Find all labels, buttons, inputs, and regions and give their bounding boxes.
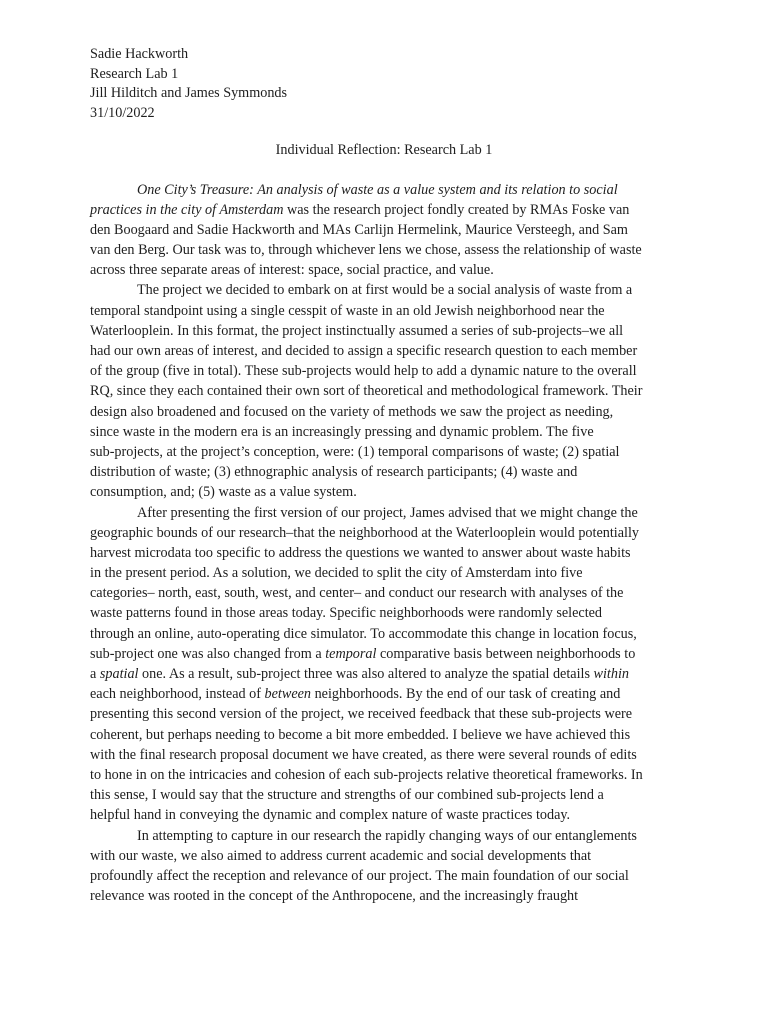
italic-text: temporal <box>325 645 377 662</box>
text-line <box>90 725 690 745</box>
text-line <box>90 180 690 200</box>
text-segment: geographic bounds of our research–that the neighborhood at the Waterlooplein would potentially <box>90 524 639 541</box>
text-segment: one. As a result, sub-project three was also altered to analyze the spatial details <box>138 666 594 682</box>
text-line <box>90 644 690 664</box>
text-segment: since waste in the modern era is an increasingly pressing and dynamic problem. The five <box>90 423 594 440</box>
text-line <box>90 684 690 704</box>
italic-text: practices in the city of Amsterdam <box>90 201 284 218</box>
text-segment: was the research project fondly created by RMAs Foske van <box>283 201 630 218</box>
text-line <box>90 200 690 220</box>
text-segment: design also broadened and focused on the variety of methods we saw the project as needing, <box>90 403 614 420</box>
text-segment: harvest microdata too specific to address the questions we wanted to answer about waste habits <box>90 544 631 561</box>
text-segment: The project we decided to embark on at first would be a social analysis of waste from a <box>137 282 633 299</box>
text-line <box>90 543 690 563</box>
text-segment: Waterlooplein. In this format, the project instinctually assumed a series of sub-projects–we all <box>90 322 624 339</box>
text-line <box>90 503 690 523</box>
italic-text: One City’s Treasure: An analysis of waste as a value system and its relation to social <box>137 181 618 198</box>
italic-text: between <box>264 686 312 703</box>
text-line <box>90 220 690 240</box>
text-segment: van den Berg. Our task was to, through whichever lens we chose, assess the relationship of waste <box>90 242 642 259</box>
text-line <box>90 765 690 785</box>
text-segment: through an online, auto-operating dice simulator. To accommodate this change in location focus, <box>90 625 637 642</box>
document-header <box>90 45 287 124</box>
text-segment: helpful hand in conveying the dynamic and complex nature of waste practices today. <box>90 807 571 824</box>
text-line <box>90 523 690 543</box>
text-segment: temporal standpoint using a single cesspit of waste in an old Jewish neighborhood near the <box>90 302 605 319</box>
text-segment: this sense, I would say that the structure and strengths of our combined sub-projects lend a <box>90 787 604 804</box>
text-segment: After presenting the first version of our project, James advised that we might change the <box>137 504 638 521</box>
text-segment: comparative basis between neighborhoods to <box>376 645 636 662</box>
text-line <box>90 260 690 280</box>
text-line <box>90 846 690 866</box>
text-line <box>90 563 690 583</box>
text-segment: with our waste, we also aimed to address current academic and social developments that <box>90 847 592 864</box>
text-segment: with the final research proposal document we have created, as there were several rounds of edits <box>90 746 637 763</box>
text-segment: den Boogaard and Sadie Hackworth and MAs Carlijn Hermelink, Maurice Versteegh, and Sam <box>90 221 628 238</box>
instructors: Jill Hilditch and James Symmonds <box>90 85 288 102</box>
text-line <box>90 240 690 260</box>
text-line <box>90 361 690 381</box>
text-line <box>90 603 690 623</box>
text-line <box>90 422 690 442</box>
text-segment: across three separate areas of interest: space, social practice, and value. <box>90 262 494 279</box>
text-segment: a <box>90 666 100 682</box>
text-segment: categories– north, east, south, west, and center– and conduct our research with analyses of the <box>90 585 624 602</box>
text-line <box>90 805 690 825</box>
text-segment: had our own areas of interest, and decided to assign a specific research question to each member <box>90 343 638 359</box>
text-segment: of the group (five in total). These sub-projects would help to add a dynamic nature to the overall <box>90 363 637 380</box>
text-line <box>90 886 690 906</box>
text-segment: consumption, and; (5) waste as a value system. <box>90 484 357 501</box>
italic-text: within <box>593 666 630 682</box>
text-line <box>90 280 690 300</box>
text-line <box>90 664 690 684</box>
text-segment: each neighborhood, instead of <box>90 686 265 703</box>
text-line <box>90 624 690 644</box>
italic-text: spatial <box>99 666 139 682</box>
text-line <box>90 704 690 724</box>
text-segment: coherent, but perhaps needing to become a bit more embedded. I believe we have achieved this <box>90 726 631 743</box>
document-date: 31/10/2022 <box>90 105 155 122</box>
text-line <box>90 381 690 401</box>
text-line <box>90 826 690 846</box>
document-body <box>90 180 690 907</box>
text-segment: distribution of waste; (3) ethnographic analysis of research participants; (4) waste and <box>90 464 578 481</box>
text-segment: neighborhoods. By the end of our task of creating and <box>311 686 621 703</box>
text-segment: presenting this second version of the project, we received feedback that these sub-projects were <box>90 706 633 723</box>
author-name: Sadie Hackworth <box>90 46 189 62</box>
text-segment: In attempting to capture in our research the rapidly changing ways of our entanglements <box>137 827 637 844</box>
text-segment: relevance was rooted in the concept of the Anthropocene, and the increasingly fraught <box>90 888 579 905</box>
text-segment: sub-project one was also changed from a <box>90 645 326 662</box>
text-line <box>90 583 690 603</box>
text-line <box>90 745 690 765</box>
course-name: Research Lab 1 <box>90 65 179 82</box>
text-line <box>90 785 690 805</box>
text-segment: profoundly affect the reception and relevance of our project. The main foundation of our social <box>90 867 629 884</box>
text-segment: waste patterns found in those areas today. Specific neighborhoods were randomly selected <box>90 605 603 622</box>
document-title: Individual Reflection: Research Lab 1 <box>275 142 493 158</box>
text-line <box>90 341 690 361</box>
text-line <box>90 482 690 502</box>
text-segment: in the present period. As a solution, we decided to split the city of Amsterdam into five <box>90 565 583 582</box>
text-line <box>90 462 690 482</box>
text-line <box>90 301 690 321</box>
text-line <box>90 866 690 886</box>
text-line <box>90 321 690 341</box>
text-segment: RQ, since they each contained their own sort of theoretical and methodological framework. Their <box>90 383 643 400</box>
text-line <box>90 402 690 422</box>
text-line <box>90 442 690 462</box>
text-segment: sub-projects, at the project’s conception, were: (1) temporal comparisons of waste; (2) spatial <box>90 443 620 460</box>
text-segment: to hone in on the intricacies and cohesion of each sub-projects relative theoretical frameworks. In <box>90 766 643 783</box>
